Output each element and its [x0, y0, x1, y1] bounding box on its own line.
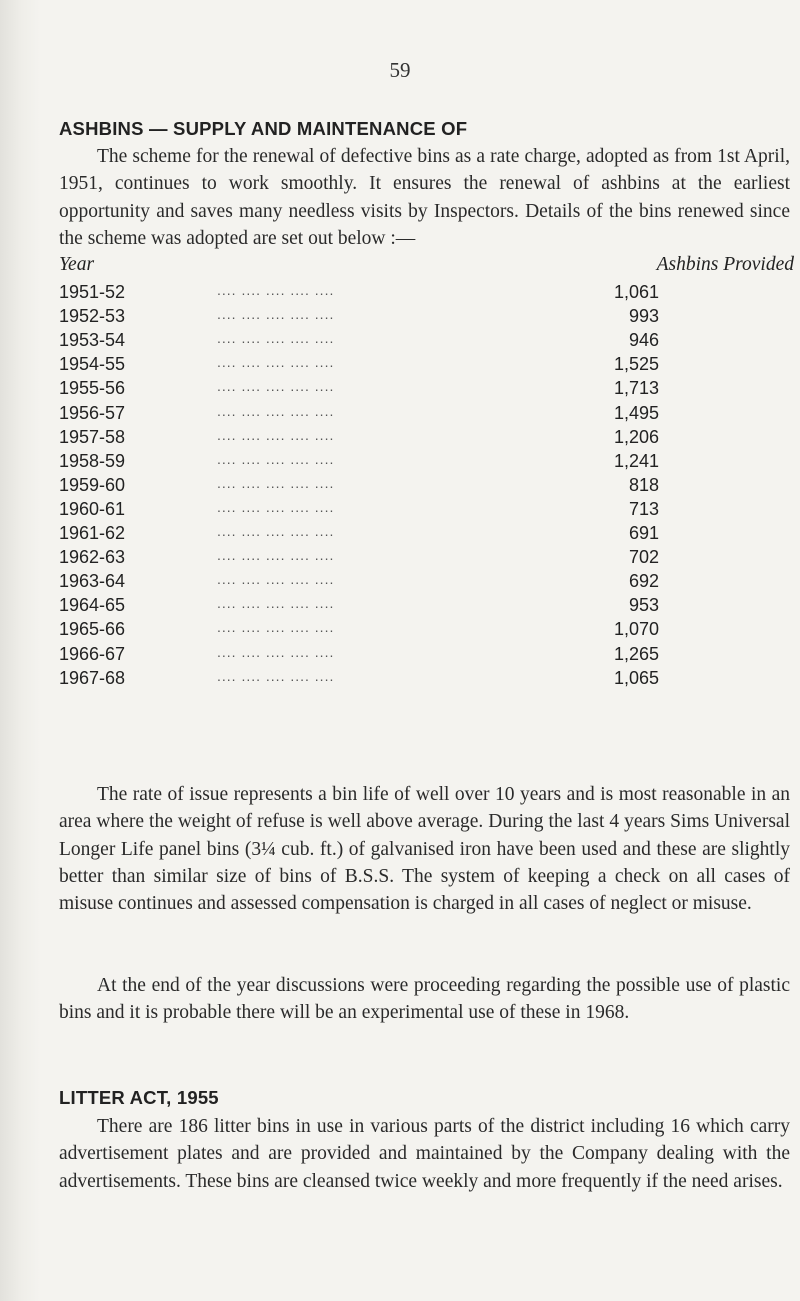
row-ashbins-provided: 1,525: [613, 354, 659, 375]
row-year: 1951-52: [59, 282, 126, 302]
table-row: [59, 595, 659, 619]
table-row: [59, 644, 659, 668]
row-ashbins-provided: 1,070: [613, 619, 659, 640]
ashbins-intro-paragraph: The scheme for the renewal of defective bins as a rate charge, adopted as from 1st April, 1951, continues to work smoothly. It ensures the renewal of ashbins at the earliest opportunity and saves many needless visits by Inspectors. Details of the bins renewed since the scheme was adopted are set out below :—: [59, 146, 790, 249]
row-leader-dots: .... .... .... .... ....: [217, 306, 335, 323]
table-row: [59, 499, 659, 523]
row-year: 1959-60: [59, 474, 126, 495]
row-leader-dots: .... .... .... .... ....: [217, 474, 335, 491]
table-row: [59, 427, 659, 451]
row-year: 1962-63: [59, 547, 126, 568]
table-row: [59, 451, 659, 475]
plastic-bins-paragraph: At the end of the year discussions were proceeding regarding the possible use of plastic bins and it is probable there will be an experimental use of these in 1968.: [59, 975, 790, 1024]
row-leader-dots: .... .... .... .... ....: [217, 402, 335, 419]
row-year: 1965-66: [59, 619, 126, 640]
row-leader-dots: .... .... .... .... ....: [217, 667, 335, 684]
page-number: 59: [389, 58, 411, 82]
ashbins-table: [0, 253, 800, 773]
table-row: [59, 330, 659, 354]
row-leader-dots: .... .... .... .... ....: [217, 619, 335, 636]
row-ashbins-provided: 818: [628, 474, 659, 495]
row-leader-dots: .... .... .... .... ....: [217, 354, 335, 371]
row-leader-dots: .... .... .... .... ....: [217, 282, 335, 298]
table-row: [59, 668, 659, 692]
row-ashbins-provided: 1,206: [613, 426, 659, 447]
row-ashbins-provided: 702: [628, 547, 659, 568]
row-leader-dots: .... .... .... .... ....: [217, 523, 335, 539]
table-row: [59, 619, 659, 643]
row-leader-dots: .... .... .... .... ....: [217, 498, 335, 515]
table-header-year: Year: [59, 254, 95, 275]
litter-bins-paragraph: There are 186 litter bins in use in various parts of the district including 16 which carry advertisement plates and are provided and maintained by the Company dealing with the advertisements. These bins are cleansed twice weekly and more frequently if the need arises.: [59, 1116, 790, 1192]
bin-life-paragraph: The rate of issue represents a bin life of well over 10 years and is most reasonable in an area where the weight of refuse is well above average. During the last 4 years Sims Universal Longer Life panel bins (3¼ cub. ft.) of galvanised iron have been used and these are slightly better than similar size of bins of B.S.S. The system of keeping a check on all cases of misuse continues and assessed compensation is charged in all cases of neglect or misuse.: [59, 784, 790, 915]
row-ashbins-provided: 1,061: [613, 282, 659, 302]
row-year: 1958-59: [59, 450, 126, 471]
table-header-ashbins-provided: Ashbins Provided: [656, 254, 794, 275]
row-ashbins-provided: 1,241: [613, 450, 659, 471]
section-heading-ashbins: ASHBINS — SUPPLY AND MAINTENANCE OF: [59, 118, 468, 139]
table-row: [59, 475, 659, 499]
row-year: 1961-62: [59, 523, 126, 543]
row-leader-dots: .... .... .... .... ....: [217, 643, 335, 660]
row-ashbins-provided: 993: [628, 306, 659, 327]
row-ashbins-provided: 1,065: [613, 667, 659, 688]
table-row: [59, 523, 659, 547]
row-ashbins-provided: 946: [628, 330, 659, 351]
row-year: 1963-64: [59, 571, 126, 592]
row-ashbins-provided: 1,495: [613, 402, 659, 423]
table-row: [59, 571, 659, 595]
row-year: 1960-61: [59, 498, 126, 519]
row-year: 1957-58: [59, 426, 126, 447]
row-year: 1964-65: [59, 595, 126, 616]
row-year: 1966-67: [59, 643, 126, 664]
row-ashbins-provided: 692: [628, 571, 659, 592]
row-ashbins-provided: 713: [628, 498, 659, 519]
row-leader-dots: .... .... .... .... ....: [217, 426, 335, 443]
row-leader-dots: .... .... .... .... ....: [217, 595, 335, 612]
row-leader-dots: .... .... .... .... ....: [217, 571, 335, 588]
table-row: [59, 378, 659, 402]
table-row: [59, 354, 659, 378]
row-leader-dots: .... .... .... .... ....: [217, 378, 335, 395]
row-leader-dots: .... .... .... .... ....: [217, 450, 335, 467]
table-row: [59, 282, 659, 306]
section-heading-litter-act: LITTER ACT, 1955: [59, 1087, 219, 1108]
row-ashbins-provided: 691: [628, 523, 659, 543]
row-year: 1954-55: [59, 354, 126, 375]
row-leader-dots: .... .... .... .... ....: [217, 547, 335, 564]
table-row: [59, 306, 659, 330]
row-leader-dots: .... .... .... .... ....: [217, 330, 335, 347]
row-year: 1956-57: [59, 402, 126, 423]
row-year: 1967-68: [59, 667, 126, 688]
row-ashbins-provided: 1,713: [613, 378, 659, 399]
table-row: [59, 403, 659, 427]
table-row: [59, 547, 659, 571]
row-year: 1952-53: [59, 306, 126, 327]
row-year: 1955-56: [59, 378, 126, 399]
row-year: 1953-54: [59, 330, 126, 351]
row-ashbins-provided: 1,265: [613, 643, 659, 664]
row-ashbins-provided: 953: [628, 595, 659, 616]
